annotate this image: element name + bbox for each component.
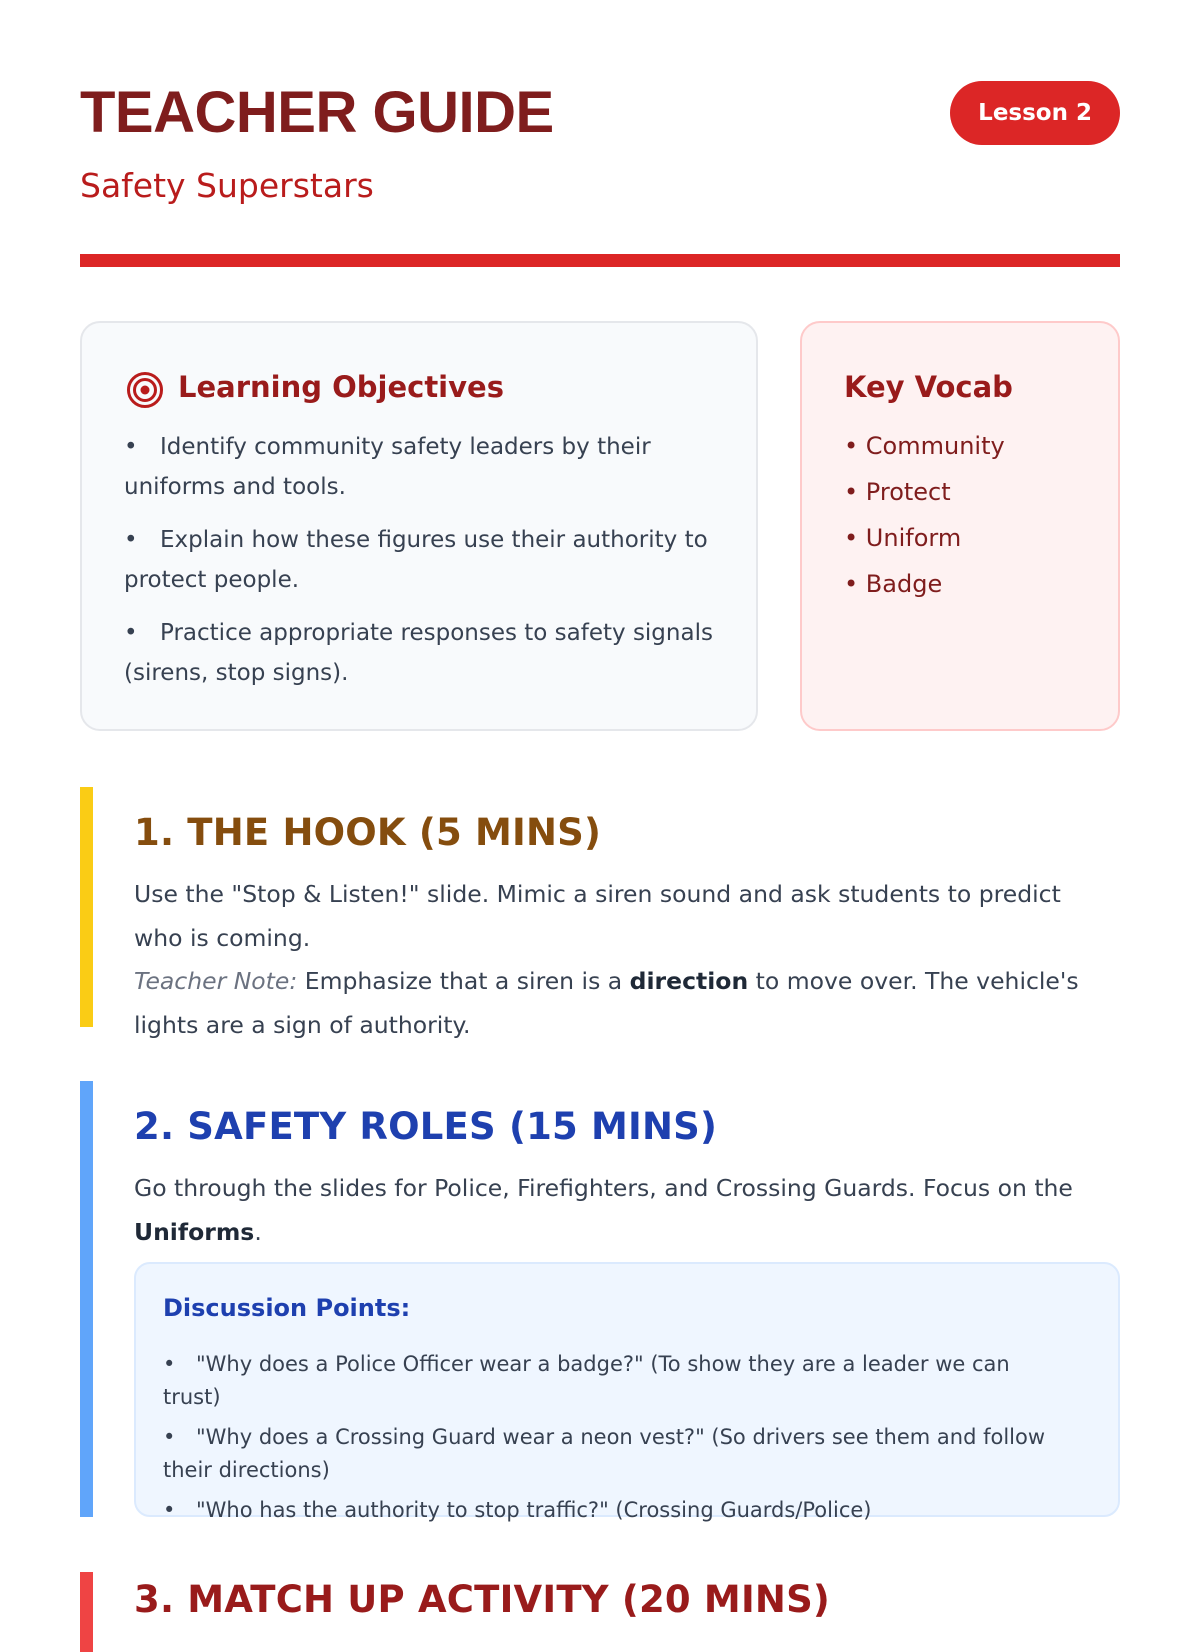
list-item: • "Why does a Police Officer wear a badge?" (To show they are a leader we can trust) [163, 1352, 1010, 1409]
header-divider [80, 254, 1120, 267]
objectives-list [124, 427, 714, 706]
teacher-note-label: Teacher Note: [134, 967, 298, 995]
section-heading: 1. THE HOOK (5 MINS) [134, 811, 602, 854]
discussion-points-box [134, 1262, 1120, 1522]
section-safety-roles [80, 1081, 1120, 1522]
list-item: • Protect [844, 478, 951, 506]
target-icon [126, 371, 164, 409]
teacher-guide-page [80, 0, 1120, 1621]
section-accent-bar [80, 1572, 93, 1652]
section-match-up [80, 1572, 1120, 1652]
section-body: Go through the slides for Police, Firefighters, and Crossing Guards. Focus on the Uniforms. [134, 1174, 1073, 1246]
lesson-badge: Lesson 2 [950, 81, 1120, 145]
list-item: • Community [844, 432, 1005, 460]
discussion-list [163, 1348, 1063, 1534]
objectives-title: Learning Objectives [178, 370, 504, 404]
section-heading: 2. SAFETY ROLES (15 MINS) [134, 1105, 718, 1148]
section-accent-bar [80, 787, 93, 1027]
list-item: • Uniform [844, 524, 962, 552]
list-item: • "Who has the authority to stop traffic?" (Crossing Guards/Police) [163, 1498, 872, 1522]
discussion-title: Discussion Points: [163, 1294, 411, 1322]
section-hook [80, 787, 1120, 1039]
page-title: TEACHER GUIDE [80, 80, 554, 145]
learning-objectives-card [80, 321, 758, 731]
section-accent-bar [80, 1081, 93, 1517]
guide-header [80, 78, 1120, 228]
section-body: Use the "Stop & Listen!" slide. Mimic a siren sound and ask students to predict who is coming. Teacher Note: Emphasize that a siren is a direction to move over. The vehicle's lights are a sign of authority. [134, 880, 1079, 1039]
list-item: • Badge [844, 570, 943, 598]
list-item: • Practice appropriate responses to safety signals (sirens, stop signs). [124, 620, 713, 686]
key-vocab-card [800, 321, 1120, 731]
page-subtitle: Safety Superstars [80, 166, 374, 205]
section-heading: 3. MATCH UP ACTIVITY (20 MINS) [134, 1578, 831, 1621]
vocab-list [844, 429, 1005, 613]
list-item: • Explain how these figures use their authority to protect people. [124, 527, 708, 593]
list-item: • "Why does a Crossing Guard wear a neon vest?" (So drivers see them and follow their directions) [163, 1425, 1046, 1482]
list-item: • Identify community safety leaders by their uniforms and tools. [124, 434, 651, 500]
vocab-title: Key Vocab [844, 370, 1013, 404]
